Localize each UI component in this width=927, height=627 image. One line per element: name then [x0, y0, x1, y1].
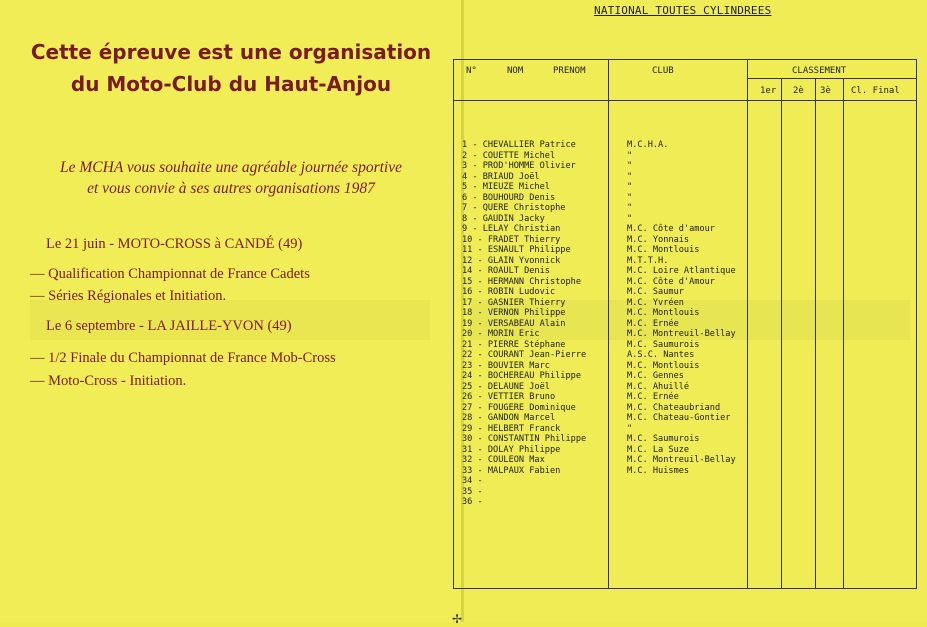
rider-club: M.C. Loire Atlantique	[627, 266, 736, 276]
rider-club: M.T.T.H.	[627, 255, 669, 266]
rider-club: M.C. Yonnais	[627, 234, 690, 245]
rider-club: "	[627, 150, 633, 161]
header-club: CLUB	[652, 66, 674, 76]
rider-club: M.C. Montlouis	[627, 308, 700, 318]
header-1er: 1er	[760, 86, 777, 96]
column-divider	[781, 78, 782, 588]
rider-club: M.C.H.A.	[627, 140, 669, 150]
fold-mark-icon: ✢	[452, 612, 463, 626]
rider-club: M.C. La Suze	[627, 444, 690, 455]
header-cl-final: Cl. Final	[851, 86, 900, 96]
column-divider	[843, 78, 844, 588]
rider-entry: 32 - COULEON Max	[462, 455, 545, 465]
header-3e: 3è	[820, 86, 831, 96]
organisation-line-1: Cette épreuve est une organisation	[30, 40, 432, 64]
rider-entry: 6 - BOUHOURD Denis	[462, 192, 556, 203]
event-2-item: — 1/2 Finale du Championnat de France Mob-Cross	[30, 350, 336, 366]
wish-line-1: Le MCHA vous souhaite une agréable journée sportive	[60, 159, 402, 176]
rider-entry: 36 -	[462, 497, 483, 507]
rider-entry: 11 - ESNAULT Philippe	[462, 245, 571, 255]
rider-entry: 29 - HELBERT Franck	[462, 423, 561, 434]
rider-club: M.C. Ernée	[627, 318, 679, 329]
rider-entry: 17 - GASNIER Thierry	[462, 297, 566, 308]
rider-entry: 8 - GAUDIN Jacky	[462, 213, 545, 224]
rider-entry: 7 - QUERE Christophe	[462, 203, 566, 213]
column-divider	[747, 60, 748, 588]
event-1-item: — Séries Régionales et Initiation.	[30, 288, 227, 304]
rider-entry: 4 - BRIAUD Joël	[462, 171, 540, 182]
rider-entry: 10 - FRADET Thierry	[462, 234, 561, 245]
rider-club: M.C. Côte d'Amour	[627, 276, 715, 287]
column-divider	[608, 60, 609, 588]
rider-club: M.C. Côte d'amour	[627, 224, 715, 234]
rider-entry: 14 - ROAULT Denis	[462, 266, 550, 276]
organisation-line-2: du Moto-Club du Haut-Anjou	[70, 72, 392, 96]
rider-entry: 35 -	[462, 486, 483, 497]
rider-entry: 3 - PROD'HOMME Olivier	[462, 161, 576, 171]
rider-entry: 22 - COURANT Jean-Pierre	[462, 350, 587, 360]
rider-entry: 15 - HERMANN Christophe	[462, 276, 581, 287]
rider-club: M.C. Chateaubriand	[627, 402, 721, 413]
rider-club: M.C. Huismes	[627, 465, 690, 476]
header-name: NOM	[507, 66, 524, 76]
header-prenom: PRENOM	[553, 66, 586, 76]
rider-club: M.C. Montlouis	[627, 360, 700, 371]
rider-entry: 9 - LELAY Christian	[462, 224, 561, 234]
rider-club: "	[627, 182, 633, 192]
rider-entry: 18 - VERNON Philippe	[462, 308, 566, 318]
rider-club: "	[627, 423, 633, 434]
rider-entry: 33 - MALPAUX Fabien	[462, 465, 561, 476]
rider-club: M.C. Saumurois	[627, 339, 700, 350]
rider-entry: 26 - VETTIER Bruno	[462, 392, 556, 402]
rider-club: "	[627, 161, 633, 171]
rider-entry: 23 - BOUVIER Marc	[462, 360, 550, 371]
rider-entry: 24 - BOCHEREAU Philippe	[462, 371, 581, 381]
rider-entry: 34 -	[462, 476, 483, 486]
rider-club: "	[627, 203, 633, 213]
rider-club: M.C. Yvréen	[627, 297, 684, 308]
rider-entry: 19 - VERSABEAU Alain	[462, 318, 566, 329]
event-2-title: Le 6 septembre - LA JAILLE-YVON (49)	[46, 318, 292, 334]
rider-club: A.S.C. Nantes	[627, 350, 695, 360]
event-1-item: — Qualification Championnat de France Cadets	[30, 266, 310, 282]
rider-entry: 1 - CHEVALLIER Patrice	[462, 140, 576, 150]
rider-club: "	[627, 171, 633, 182]
rider-club: M.C. Montlouis	[627, 245, 700, 255]
rider-club: "	[627, 213, 633, 224]
header-2e: 2è	[793, 86, 804, 96]
rider-club: M.C. Montreuil-Bellay	[627, 455, 736, 465]
event-1-title: Le 21 juin - MOTO-CROSS à CANDÉ (49)	[46, 236, 303, 252]
classement-rule	[747, 78, 916, 79]
header-rule	[454, 100, 916, 101]
rider-club: M.C. Montreuil-Bellay	[627, 329, 736, 339]
rider-entry: 21 - PIERRE Stéphane	[462, 339, 566, 350]
rider-entry: 20 - MORIN Eric	[462, 329, 540, 339]
column-divider	[815, 78, 816, 588]
rider-club: M.C. Saumurois	[627, 434, 700, 444]
rider-club: M.C. Gennes	[627, 371, 684, 381]
rider-entry: 28 - GANDON Marcel	[462, 413, 556, 423]
rider-club: M.C. Saumur	[627, 287, 684, 297]
rider-entry: 2 - COUETTE Michel	[462, 150, 556, 161]
rider-entry: 12 - GLAIN Yvonnick	[462, 255, 561, 266]
rider-entry: 16 - ROBIN Ludovic	[462, 287, 556, 297]
page-title: NATIONAL TOUTES CYLINDREES	[594, 4, 772, 17]
header-classement: CLASSEMENT	[792, 66, 847, 76]
header-no: N°	[466, 66, 477, 76]
event-2-item: — Moto-Cross - Initiation.	[30, 373, 187, 389]
rider-club: M.C. Chateau-Gontier	[627, 413, 731, 423]
rider-club: M.C. Ahuillé	[627, 381, 690, 392]
rider-club: "	[627, 192, 633, 203]
wish-line-2: et vous convie à ses autres organisations 1987	[87, 180, 375, 197]
rider-entry: 27 - FOUGERE Dominique	[462, 402, 576, 413]
rider-entry: 25 - DELAUNE Joël	[462, 381, 550, 392]
rider-entry: 31 - DOLAY Philippe	[462, 444, 561, 455]
rider-entry: 30 - CONSTANTIN Philippe	[462, 434, 587, 444]
rider-club: M.C. Ernée	[627, 392, 679, 402]
rider-entry: 5 - MIEUZE Michel	[462, 182, 550, 192]
